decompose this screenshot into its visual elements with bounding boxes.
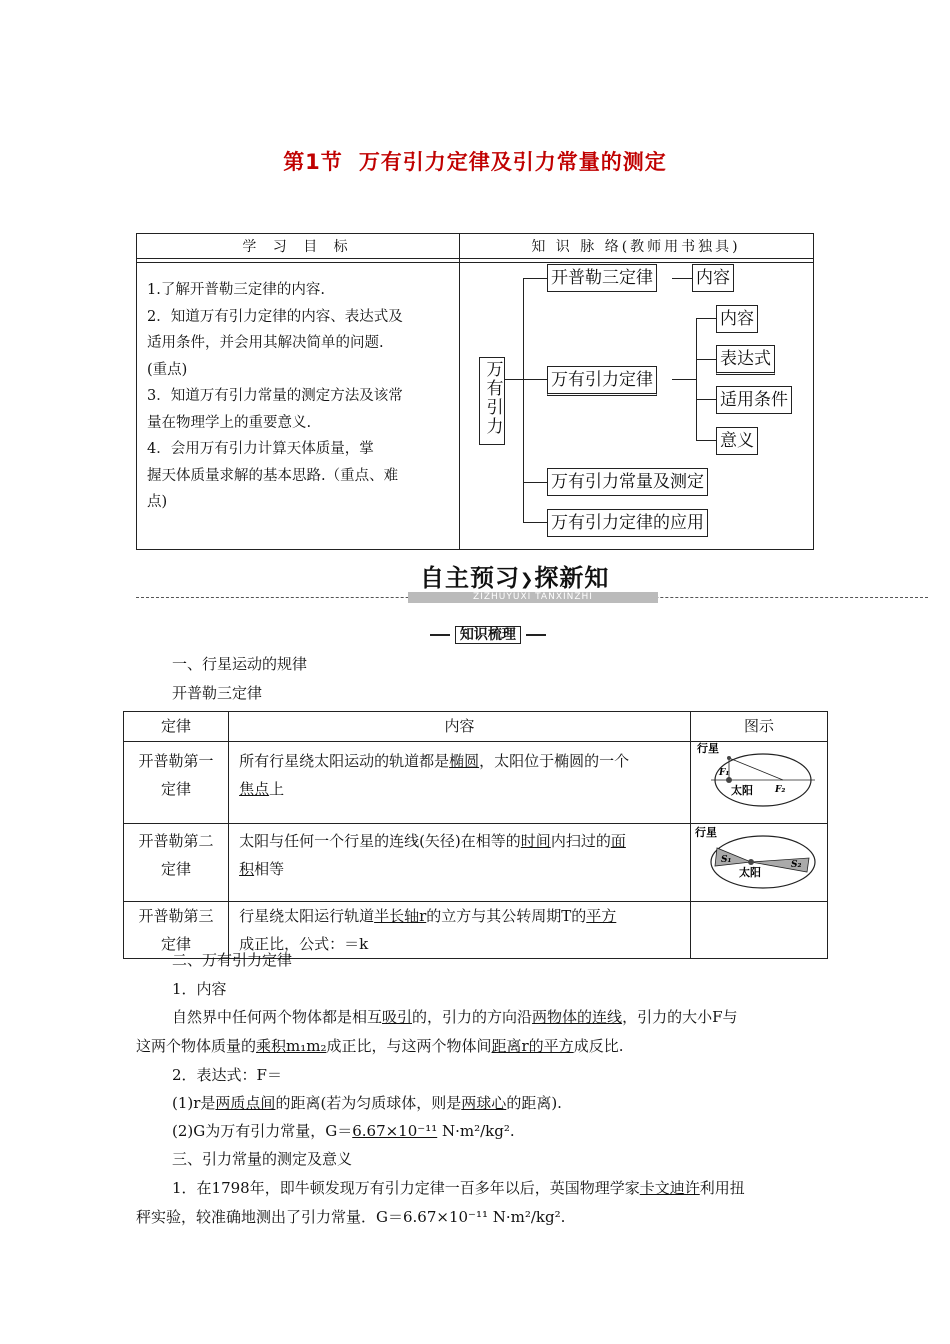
part2-content-1: 自然界中任何两个物体都是相互吸引的，引力的方向沿两物体的连线，引力的大小F与: [172, 1008, 738, 1026]
title-text: 万有引力定律及引力常量的测定: [358, 150, 667, 174]
goal-line: 1.了解开普勒三定律的内容.: [147, 282, 325, 298]
section-number: 第1节: [283, 150, 343, 174]
objectives-header: 学 习 目 标: [242, 239, 354, 255]
goal-line: 3．知道万有引力常量的测定方法及该常: [147, 388, 403, 404]
goals-list: [147, 277, 453, 516]
part2-expr-1: (1)r是两质点间的距离(若为匀质球体，则是两球心的距离).: [172, 1094, 562, 1112]
part3-line-2: 秤实验，较准确地测出了引力常量．G＝6.67×10⁻¹¹ N·m²/kg².: [136, 1208, 566, 1226]
mindmap-law-meaning: 意义: [716, 427, 758, 455]
goal-line: 量在物理学上的重要意义.: [147, 414, 312, 431]
area-law-diagram-icon: [691, 824, 827, 897]
goal-line: 2．知道万有引力定律的内容、表达式及: [147, 308, 403, 325]
goal-line: 握天体质量求解的基本思路.（重点、难: [147, 467, 399, 484]
ellipse-diagram-icon: [691, 742, 827, 819]
mindmap-gravitation-law: 万有引力定律: [547, 366, 657, 396]
mindmap-header: 知 识 脉 络(教师用书独具): [531, 239, 741, 255]
table-row: 开普勒第二 定律 太阳与任何一个行星的连线(矢径)在相等的时间内扫过的面 积相等 行星 S₁ 太阳 S₂: [124, 824, 828, 902]
part2-h1: 1．内容: [172, 980, 227, 998]
part3-line-1: 1．在1798年，即牛顿发现万有引力定律一百多年以后，英国物理学家卡文迪许利用扭: [172, 1179, 745, 1197]
mindmap-constant: 万有引力常量及测定: [547, 468, 708, 496]
goal-line: (重点): [147, 361, 188, 378]
mindmap-law-expression: 表达式: [716, 345, 775, 375]
fig-label: 太阳: [738, 866, 761, 879]
fig-label: F₂: [774, 785, 786, 795]
part2-content-2: 这两个物体质量的乘积m₁m₂成正比，与这两个物体间距离r的平方成反比.: [136, 1037, 624, 1055]
col-header: 定律: [124, 712, 229, 742]
fig-label: 太阳: [730, 784, 753, 797]
table-row: 开普勒第一 定律 所有行星绕太阳运动的轨道都是椭圆，太阳位于椭圆的一个 焦点上 行星 F₁ 太阳 F₂: [124, 742, 828, 824]
mindmap-application: 万有引力定律的应用: [547, 509, 708, 537]
chevron-icon: ❯: [520, 569, 535, 589]
mindmap-law-content: 内容: [716, 305, 758, 333]
part3-heading: 三、引力常量的测定及意义: [172, 1150, 353, 1168]
kepler-table: [123, 711, 828, 959]
part2-h2: 2．表达式：F＝: [172, 1066, 282, 1084]
banner-title: 自主预习❯探新知: [420, 564, 610, 592]
mindmap-law-conditions: 适用条件: [716, 386, 792, 414]
col-header: 图示: [690, 712, 827, 742]
fig-label: S₁: [720, 855, 732, 865]
objectives-table: [136, 233, 814, 550]
goal-line: 适用条件，并会用其解决简单的问题.: [147, 335, 384, 351]
goal-line: 点): [147, 494, 168, 510]
col-header: 内容: [229, 712, 691, 742]
fig-label: 行星: [696, 742, 719, 755]
part2-expr-2: (2)G为万有引力常量，G＝6.67×10⁻¹¹ N·m²/kg².: [172, 1122, 515, 1140]
goal-line: 4．会用万有引力计算天体质量，掌: [147, 441, 374, 457]
mindmap-kepler-content: 内容: [692, 264, 734, 292]
table-row: 开普勒第三 定律 行星绕太阳运行轨道半长轴r的立方与其公转周期T的平方 成正比，公式：＝k: [124, 902, 828, 959]
page-title: [0, 146, 950, 176]
mindmap-root: 万有引力: [479, 357, 505, 445]
fig-label: F₁: [718, 768, 730, 778]
fig-label: 行星: [694, 826, 717, 839]
banner-subtitle: ZIZHUYUXI TANXINZHI: [408, 592, 658, 603]
section-label: 知识梳理: [430, 624, 546, 644]
part1-sub: 开普勒三定律: [172, 684, 263, 702]
part1-heading: 一、行星运动的规律: [172, 655, 308, 673]
mindmap-kepler: 开普勒三定律: [547, 264, 657, 292]
part2-heading: 二、万有引力定律: [172, 951, 293, 969]
fig-label: S₂: [790, 860, 802, 870]
